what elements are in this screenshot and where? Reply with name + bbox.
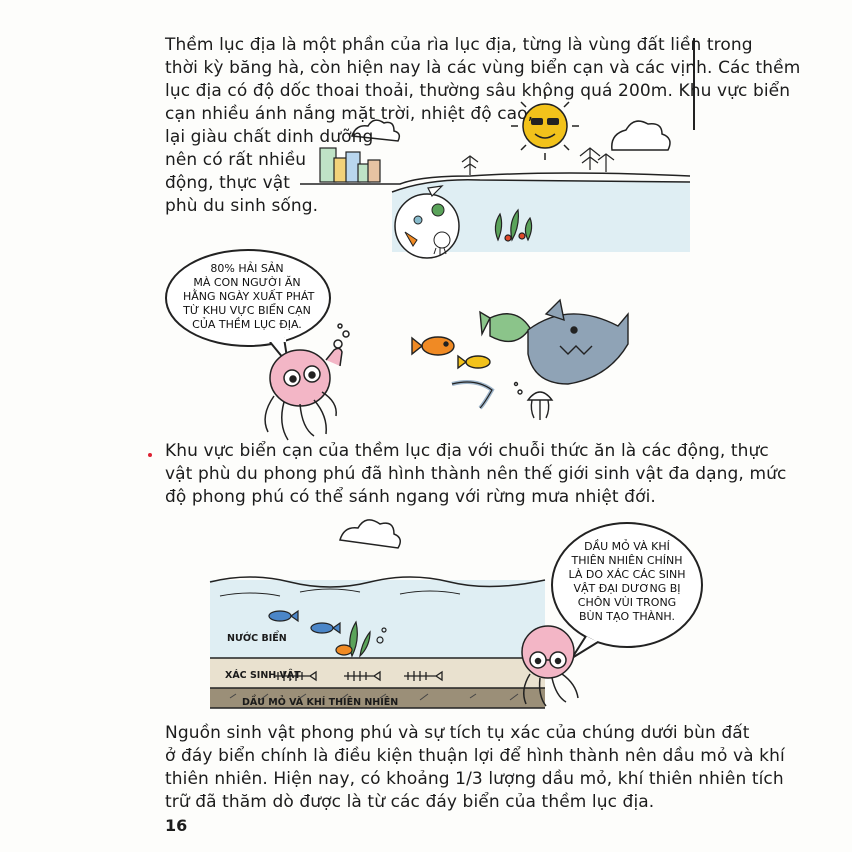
- text-line: Khu vực biển cạn của thềm lục địa với chuỗi thức ăn là các động, thực: [165, 441, 769, 461]
- bubble-line: DẦU MỎ VÀ KHÍ: [584, 540, 670, 553]
- text-line: thời kỳ băng hà, còn hiện nay là các vùng biển cạn và các vịnh. Các thềm: [165, 58, 801, 78]
- text-line: Nguồn sinh vật phong phú và sự tích tụ xác của chúng dưới bùn đất: [165, 723, 750, 743]
- bubble-line: HẰNG NGÀY XUẤT PHÁT: [183, 290, 315, 303]
- label-oil-gas: DẦU MỎ VÀ KHÍ THIÊN NHIÊN: [242, 697, 399, 708]
- paragraph-2: [165, 440, 786, 509]
- bubble-line: CHÔN VÙI TRONG: [577, 596, 677, 609]
- bubble-line: TỪ KHU VỰC BIỂN CẠN: [183, 304, 311, 317]
- speech-bubble-1-text: [183, 262, 315, 332]
- label-remains: XÁC SINH VẬT: [225, 670, 301, 681]
- page-number: 16: [165, 816, 188, 835]
- bubble-line: THIÊN NHIÊN CHÍNH: [571, 554, 683, 567]
- bubble-line: CỦA THỀM LỤC ĐỊA.: [192, 318, 302, 331]
- text-line: nên có rất nhiều: [165, 150, 307, 170]
- text-line: lục địa có độ dốc thoai thoải, thường sâu không quá 200m. Khu vực biển: [165, 81, 791, 101]
- text-line: thiên nhiên. Hiện nay, có khoảng 1/3 lượng dầu mỏ, khí thiên nhiên tích: [165, 769, 784, 789]
- label-sea-water: NƯỚC BIỂN: [227, 633, 287, 644]
- bubble-line: 80% HẢI SẢN: [210, 262, 284, 275]
- bubble-line: MÀ CON NGƯỜI ĂN: [193, 276, 301, 289]
- text-line: ở đáy biển chính là điều kiện thuận lợi để hình thành nên dầu mỏ và khí: [165, 746, 785, 766]
- speech-bubble-2-text: [566, 540, 688, 624]
- bubble-line: VẬT ĐẠI DƯƠNG BỊ: [573, 582, 681, 595]
- fish-group-illustration: [412, 300, 628, 420]
- text-line: cạn nhiều ánh nắng mặt trời, nhiệt độ cao,: [165, 104, 534, 124]
- text-line: lại giàu chất dinh dưỡng: [165, 127, 374, 147]
- bubble-line: BÙN TẠO THÀNH.: [578, 610, 676, 623]
- text-line: độ phong phú có thể sánh ngang với rừng mưa nhiệt đới.: [165, 487, 656, 507]
- text-line: Thềm lục địa là một phần của rìa lục địa, từng là vùng đất liền trong: [165, 35, 753, 55]
- text-line: vật phù du phong phú đã hình thành nên thế giới sinh vật đa dạng, mức: [165, 464, 787, 484]
- text-line: trữ đã thăm dò được là từ các đáy biển của thềm lục địa.: [165, 792, 655, 812]
- cloud-icon: [340, 520, 400, 548]
- text-line: phù du sinh sống.: [165, 196, 319, 216]
- text-line: động, thực vật: [165, 173, 291, 193]
- paragraph-1: [165, 34, 800, 218]
- bubble-line: LÀ DO XÁC CÁC SINH: [568, 568, 686, 581]
- paragraph-3: [165, 722, 785, 814]
